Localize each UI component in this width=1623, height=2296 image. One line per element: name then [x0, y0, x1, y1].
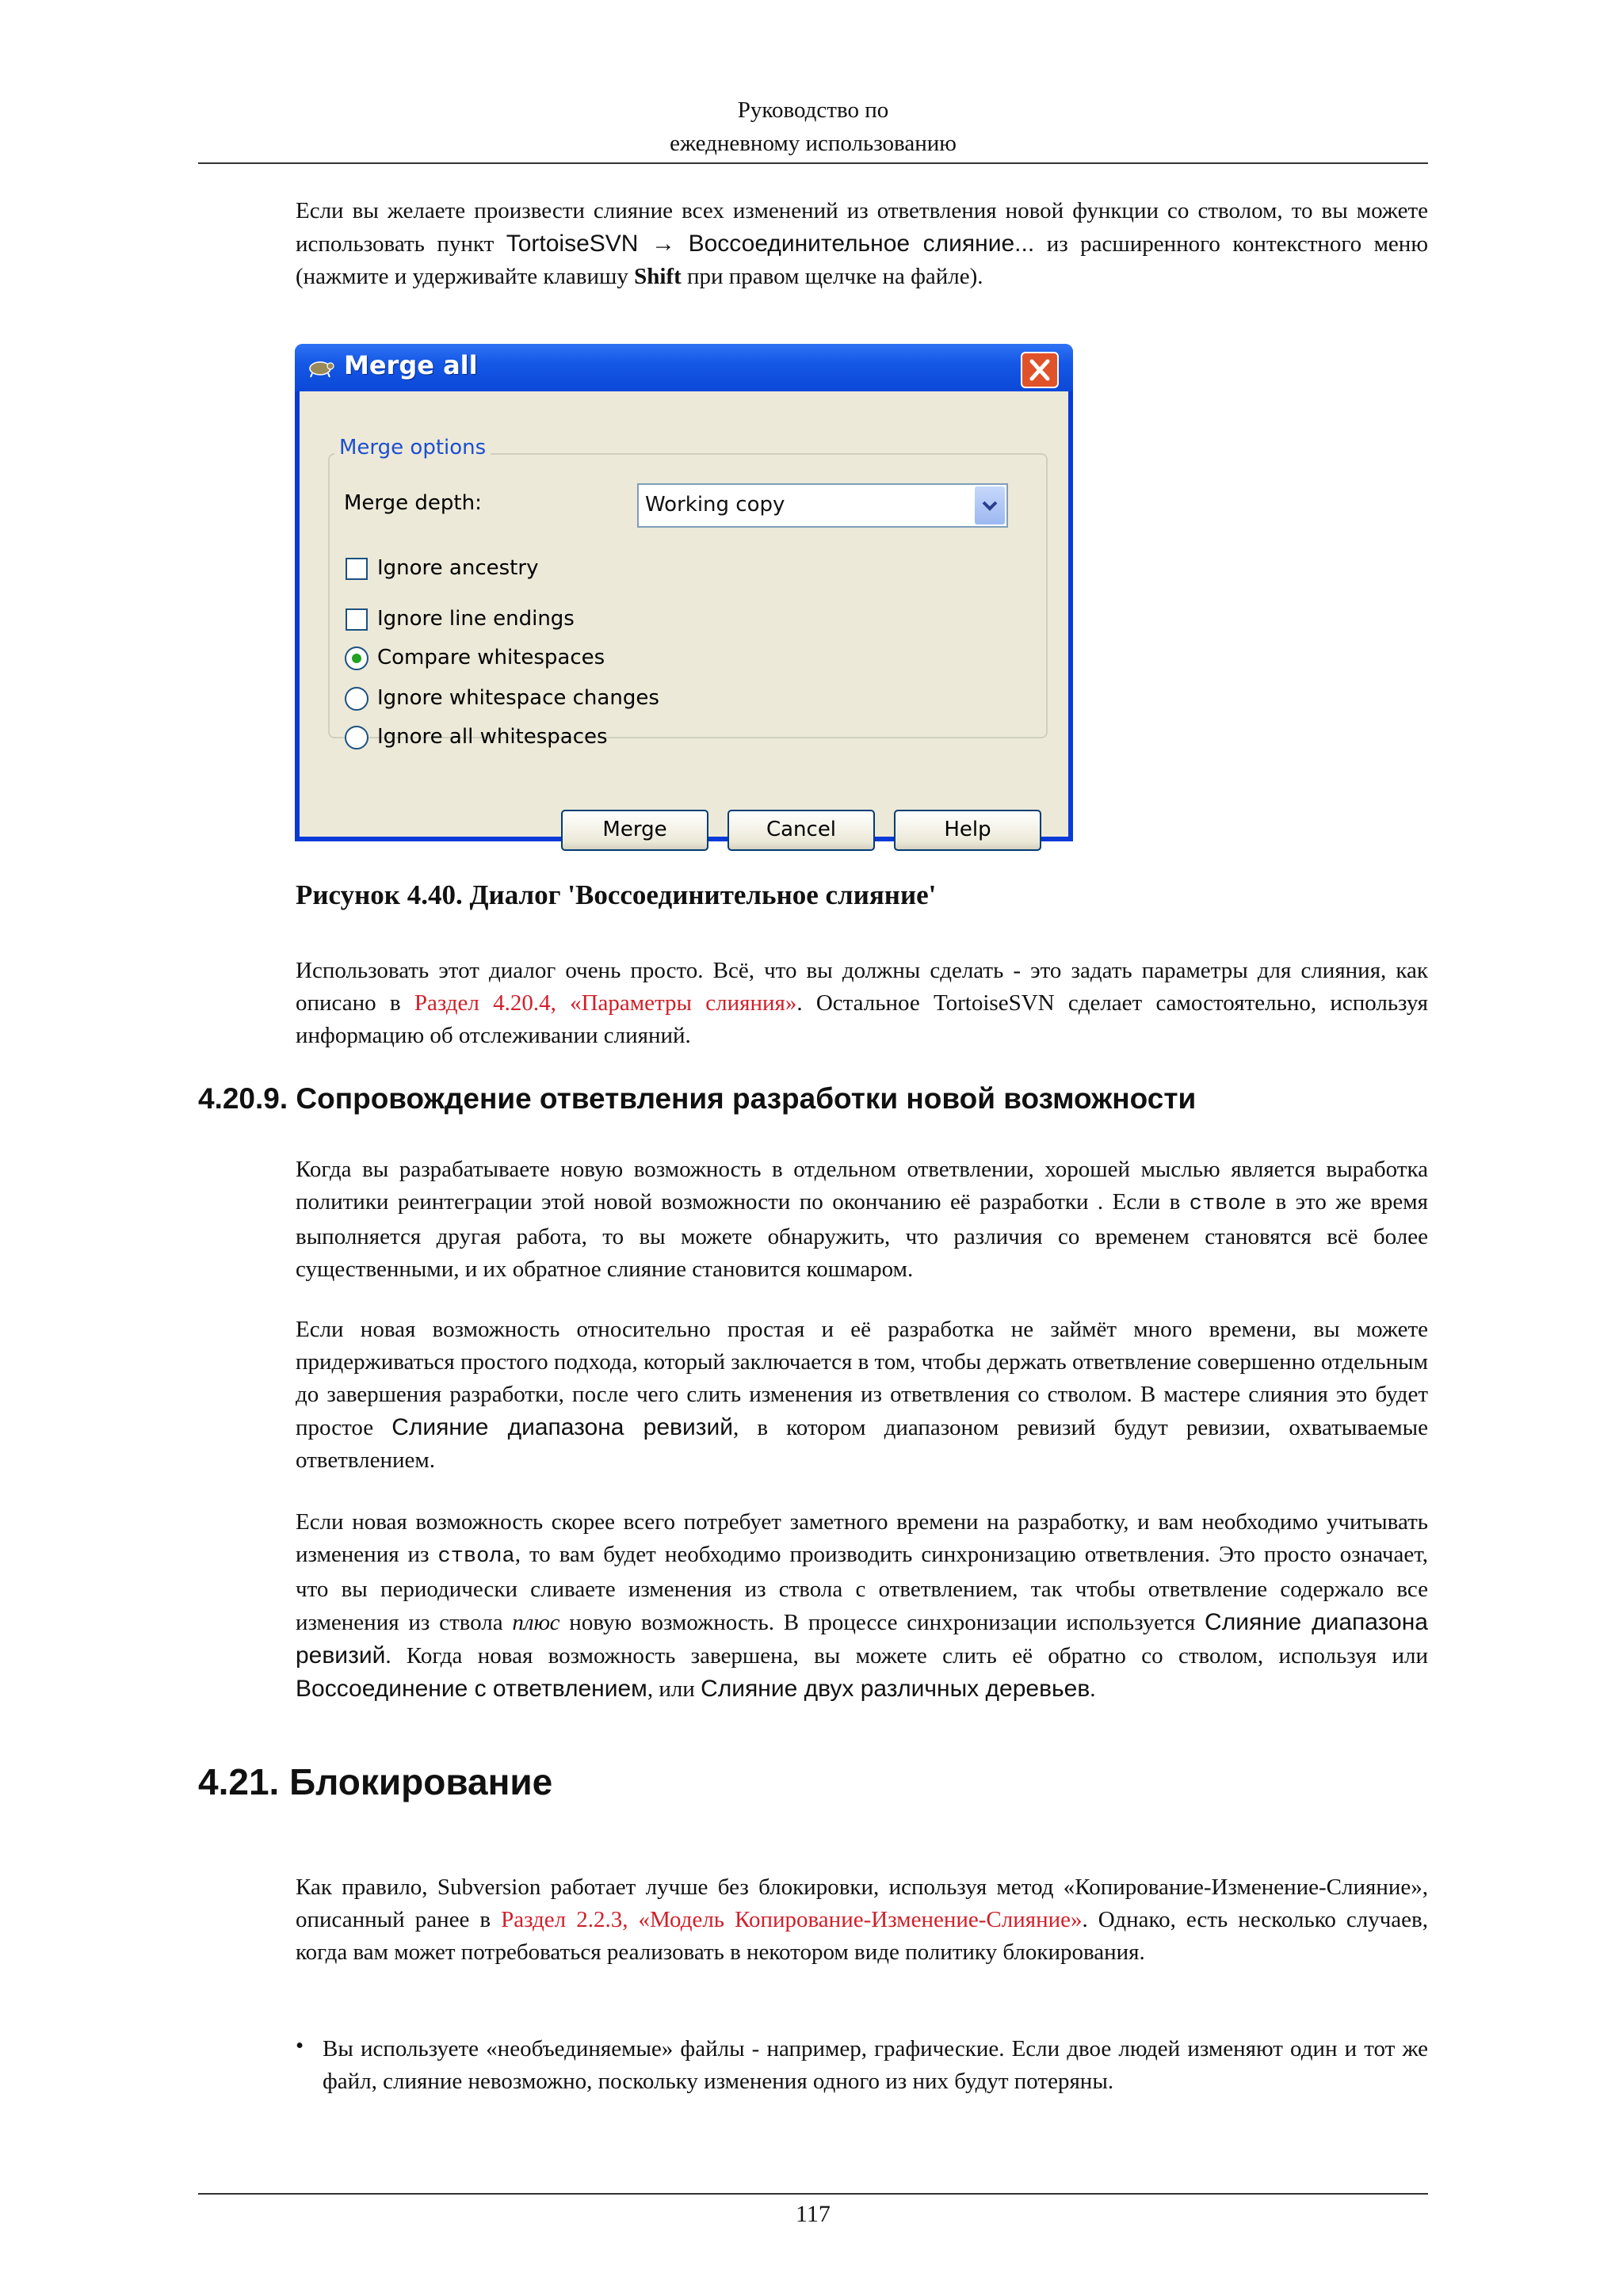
- intro-text-1: Если вы желаете произвести слияние всех изменений из ответвления новой функции со стволом, то вы можете использовать пункт: [296, 198, 1428, 257]
- s1-text-1: Когда вы разрабатываете новую возможность в отдельном ответвлении, хорошей мыслью является выработка политики реинтеграции этой новой возможности по окончанию её разработки . Если в: [296, 1157, 1428, 1215]
- locking-paragraph: [296, 1871, 1428, 1969]
- header-line-2: ежедневному использованию: [670, 131, 957, 156]
- ignore-ancestry-checkbox[interactable]: [346, 558, 368, 580]
- s3-text-1: Если новая возможность скорее всего потребует заметного времени на разработку, и вам необходимо учитывать изменения из: [296, 1509, 1428, 1567]
- help-button[interactable]: Help: [894, 810, 1041, 851]
- close-button[interactable]: [1021, 352, 1059, 388]
- section-paragraph-3: [296, 1506, 1428, 1706]
- section-paragraph-1: [296, 1154, 1428, 1286]
- s1-text-2: в это же время выполняется другая работа, то вы можете обнаружить, что различия со временем становятся всё более существенными, и их обратное слияние становится кошмаром.: [296, 1189, 1428, 1282]
- merge-range-ui: Слияние диапазона ревизий: [391, 1414, 734, 1440]
- compare-whitespaces-radio[interactable]: [345, 646, 369, 670]
- dialog-title: Merge all: [344, 350, 478, 380]
- shift-key: Shift: [634, 264, 682, 289]
- merge-two-trees-ui: Слияние двух различных деревьев: [701, 1676, 1090, 1702]
- s2-text-2: , в котором диапазоном ревизий будут ревизии, охватываемые ответвлением.: [296, 1415, 1428, 1473]
- ignore-line-endings-label: Ignore line endings: [377, 607, 575, 631]
- s3-text-4: . Когда новая возможность завершена, вы можете слить её обратно со стволом, используя или: [385, 1643, 1428, 1669]
- intro-text-3: при правом щелчке на файле).: [681, 264, 983, 289]
- compare-whitespaces-label: Compare whitespaces: [377, 646, 605, 669]
- s3-text-2: , то вам будет необходимо производить синхронизацию ответвления. Это просто означает, что вы периодически сливаете изменения из ствола с ответвлением, так чтобы ответвление содержало все изменения из ствола: [296, 1542, 1428, 1635]
- bullet-marker: •: [296, 2033, 304, 2058]
- lock-text-2: . Однако, есть несколько случаев, когда вам может потребоваться реализовать в некотором виде политику блокирования.: [296, 1907, 1428, 1965]
- section-paragraph-2: [296, 1314, 1428, 1477]
- dialog-body: [300, 391, 1068, 841]
- merge-range-ui-2: Слияние диапазона ревизий: [296, 1609, 1428, 1669]
- plus-emphasis: плюс: [512, 1610, 560, 1635]
- trunk-code: стволе: [1189, 1192, 1266, 1216]
- lock-text-1: Как правило, Subversion работает лучше без блокировки, используя метод «Копирование-Изменение-Слияние», описанный ранее в: [296, 1875, 1428, 1932]
- merge-options-label: Merge options: [334, 436, 491, 460]
- intro-paragraph: [296, 195, 1428, 293]
- menu-path: TortoiseSVN → Воссоединительное слияние...: [506, 231, 1035, 257]
- header-rule: [198, 162, 1428, 164]
- ignore-all-whitespaces-radio[interactable]: [345, 726, 369, 749]
- dropdown-button[interactable]: [975, 486, 1005, 524]
- merge-button[interactable]: Merge: [561, 810, 708, 851]
- footer-rule: [198, 2193, 1428, 2195]
- merge-options-link[interactable]: Раздел 4.20.4, «Параметры слияния»: [414, 990, 797, 1016]
- figure-caption: Рисунок 4.40. Диалог 'Воссоединительное слияние': [296, 879, 937, 910]
- s3-text-5: , или: [647, 1676, 701, 1702]
- dialog-titlebar: [295, 344, 1073, 391]
- ignore-all-whitespaces-label: Ignore all whitespaces: [377, 725, 608, 749]
- trunk-code-2: ствола: [437, 1545, 515, 1569]
- ignore-line-endings-checkbox[interactable]: [346, 608, 368, 631]
- tortoise-icon: [306, 355, 334, 379]
- merge-depth-label: Merge depth:: [344, 491, 482, 515]
- ignore-whitespace-changes-label: Ignore whitespace changes: [377, 686, 659, 710]
- usage-text-2: . Остальное TortoiseSVN сделает самостоятельно, используя информацию об отслеживании слияний.: [296, 990, 1429, 1048]
- copy-modify-merge-link[interactable]: Раздел 2.2.3, «Модель Копирование-Изменение-Слияние»: [501, 1907, 1083, 1932]
- s2-text-1: Если новая возможность относительно простая и её разработка не займёт много времени, вы можете придерживаться простого подхода, который заключается в том, чтобы держать ответвление совершенно отдельным до завершения разработки, после чего слить изменения из ответвления со стволом. В мастере слияния это будет простое: [296, 1317, 1428, 1440]
- bullet-item: Вы используете «необъединяемые» файлы - например, графические. Если двое людей изменяют один и тот же файл, слияние невозможно, поскольку изменения одного из них будут потеряны.: [323, 2036, 1428, 2094]
- close-icon: [1022, 353, 1057, 387]
- cancel-button[interactable]: Cancel: [727, 810, 875, 851]
- running-header: [198, 93, 1428, 160]
- header-line-1: Руководство по: [737, 97, 889, 123]
- page-number: 117: [796, 2201, 831, 2227]
- merge-depth-value: Working copy: [645, 493, 785, 517]
- chevron-down-icon: [975, 486, 1005, 524]
- merge-all-dialog: [295, 344, 1073, 841]
- reintegrate-ui: Воссоединение с ответвлением: [296, 1676, 647, 1702]
- ignore-ancestry-label: Ignore ancestry: [377, 556, 539, 580]
- usage-text-1: Использовать этот диалог очень просто. Всё, что вы должны сделать - это задать параметры для слияния, как описано в: [296, 958, 1428, 1016]
- s3-text-6: .: [1090, 1676, 1096, 1702]
- ignore-whitespace-changes-radio[interactable]: [345, 687, 369, 711]
- section-heading: 4.20.9. Сопровождение ответвления разработки новой возможности: [198, 1082, 1197, 1115]
- intro-text-2: из расширенного контекстного меню (нажмите и удерживайте клавишу: [296, 231, 1428, 289]
- dialog-usage-paragraph: [296, 955, 1428, 1052]
- chapter-heading: 4.21. Блокирование: [198, 1761, 553, 1802]
- merge-depth-select[interactable]: [637, 483, 1008, 528]
- s3-text-3: новую возможность. В процессе синхронизации используется: [559, 1610, 1205, 1635]
